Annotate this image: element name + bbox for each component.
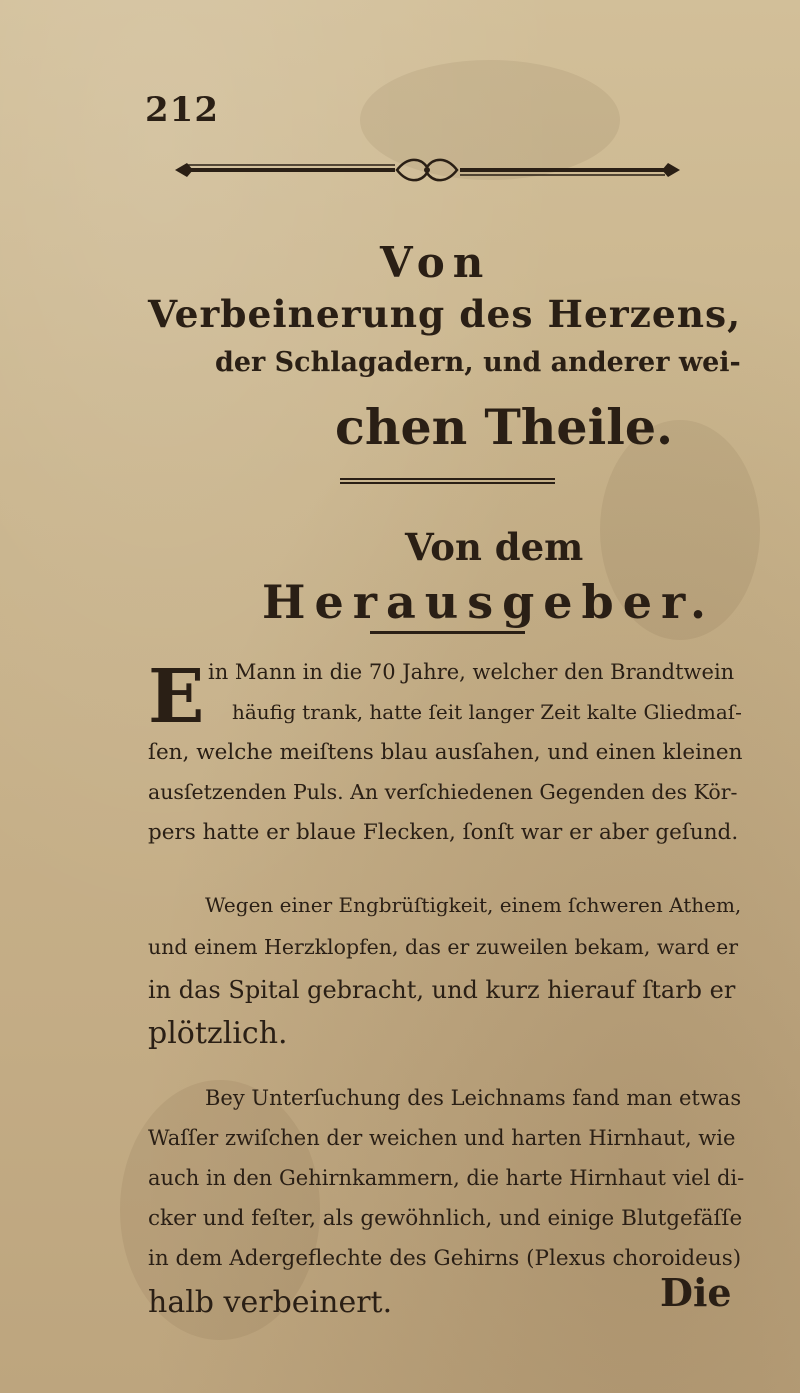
paragraph-1-line: pers hatte er blaue Flecken, ſonſt war er aber geſund. [148,820,739,845]
catchword: Die [660,1270,732,1315]
title-line-3: chen Theile. [335,398,674,456]
paragraph-3-line: auch in den Gehirnkammern, die harte Hirnhaut viel di- [148,1166,745,1190]
title-line-1: Verbeinerung des Herzens, [148,292,742,336]
paragraph-3-line: Bey Unterſuchung des Leichnams fand man etwas [205,1086,742,1110]
ornament-divider-icon [175,155,680,185]
paragraph-1-line: in Mann in die 70 Jahre, welcher den Brandtwein [208,660,735,684]
paragraph-3-line: Waſſer zwiſchen der weichen und harten Hirnhaut, wie [148,1126,736,1150]
paragraph-2-line: und einem Herzklopfen, das er zuweilen bekam, ward er [148,935,739,959]
paragraph-2-line: plötzlich. [148,1016,288,1051]
title-rule [340,478,555,484]
paragraph-2-line: in das Spital gebracht, und kurz hierauf ſtarb er [148,976,736,1004]
byline-rule [370,631,525,634]
paragraph-3-line: in dem Adergeflechte des Gehirns (Plexus choroideus) [148,1246,742,1271]
paragraph-3-line: cker und feſter, als gewöhnlich, und einige Blutgefäſſe [148,1206,743,1231]
paragraph-1-line: häufig trank, hatte ſeit langer Zeit kalte Gliedmaſ- [232,700,742,724]
byline-author: Herausgeber. [262,575,715,629]
title-line-2: der Schlagadern, und anderer wei- [215,347,741,378]
drop-cap-initial: E [148,654,205,740]
paragraph-1-line: ausſetzenden Puls. An verſchiedenen Gegenden des Kör- [148,780,738,804]
byline-prefix: Von dem [405,525,584,569]
page-number: 212 [145,90,219,130]
paragraph-3-line: halb verbeinert. [148,1285,393,1320]
paragraph-1-line: ſen, welche meiſtens blau ausſahen, und einen kleinen [148,740,743,765]
paragraph-2-line: Wegen einer Engbrüſtigkeit, einem ſchweren Athem, [205,893,742,917]
title-prefix: Von [380,238,492,287]
